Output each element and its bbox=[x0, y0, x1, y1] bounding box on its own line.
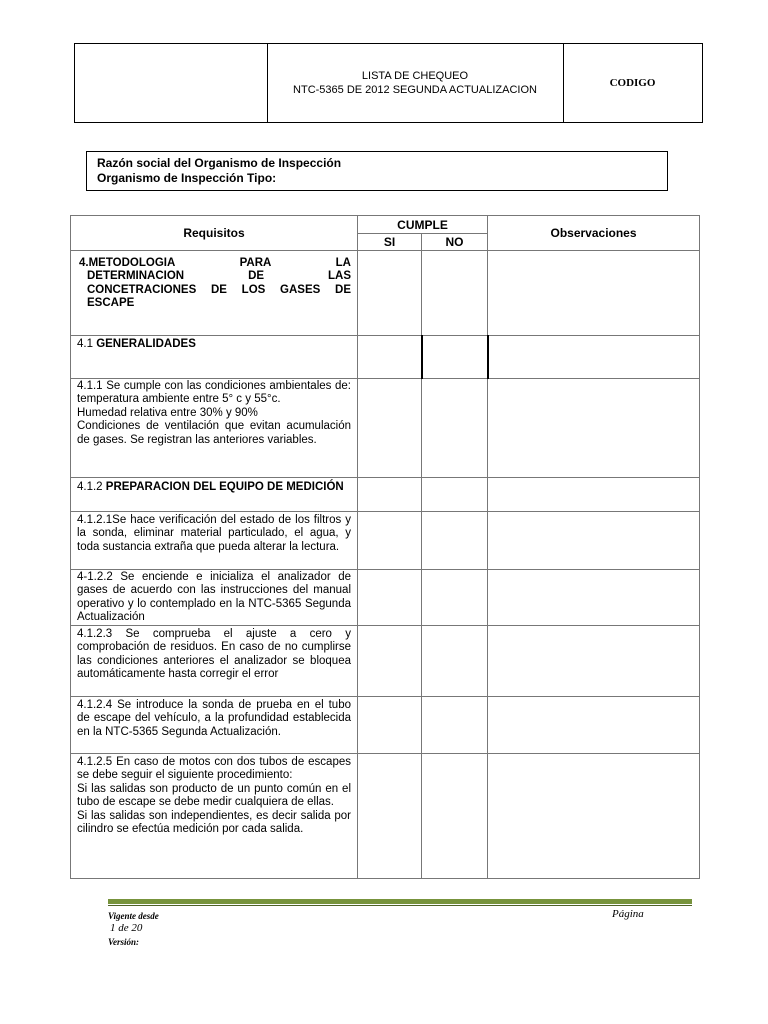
title-line-2: NTC-5365 DE 2012 SEGUNDA ACTUALIZACION bbox=[293, 84, 537, 96]
requirement-cell: 4.1 GENERALIDADES bbox=[71, 336, 358, 379]
title-line-1: LISTA DE CHEQUEO bbox=[361, 70, 469, 82]
table-row bbox=[71, 570, 700, 626]
no-checkbox-cell[interactable] bbox=[422, 251, 488, 336]
si-checkbox-cell[interactable] bbox=[358, 478, 422, 512]
requirement-cell: 4.1.2.5 En caso de motos con dos tubos de escapes se debe seguir el siguiente procedimiento: Si las salidas son producto de un punto común en el tubo de escape se debe medir cualquiera de ellas. Si las salidas son independientes, es decir salida por cilindro se efectúa medición por cada salida. bbox=[71, 754, 358, 879]
header-requisitos: Requisitos bbox=[71, 216, 358, 251]
no-checkbox-cell[interactable] bbox=[422, 697, 488, 754]
table-row bbox=[71, 512, 700, 570]
organization-box bbox=[86, 151, 668, 191]
si-checkbox-cell[interactable] bbox=[358, 626, 422, 697]
table-row bbox=[71, 697, 700, 754]
si-checkbox-cell[interactable] bbox=[358, 570, 422, 626]
no-checkbox-cell[interactable] bbox=[422, 379, 488, 478]
si-checkbox-cell[interactable] bbox=[358, 697, 422, 754]
footer-bar bbox=[108, 899, 692, 904]
version-label: Versión: bbox=[108, 937, 140, 947]
requirement-cell: 4.1.1 Se cumple con las condiciones ambientales de: temperatura ambiente entre 5° c y 55°c. Humedad relativa entre 30% y 90% Condiciones de ventilación que evitan acumulación de gases. Se registran las anteriores variables. bbox=[71, 379, 358, 478]
table-row bbox=[71, 336, 700, 379]
vigente-label: Vigente desde bbox=[108, 911, 159, 921]
page-label: Página bbox=[612, 908, 644, 920]
requirement-cell: 4.1.2.1Se hace verificación del estado de los filtros y la sonda, eliminar material particulado, el agua, y toda sustancia extraña que pueda alterar la lectura. bbox=[71, 512, 358, 570]
observations-cell[interactable] bbox=[488, 336, 700, 379]
observations-cell[interactable] bbox=[488, 379, 700, 478]
logo-cell bbox=[75, 44, 268, 122]
no-checkbox-cell[interactable] bbox=[422, 478, 488, 512]
si-checkbox-cell[interactable] bbox=[358, 379, 422, 478]
observations-cell[interactable] bbox=[488, 697, 700, 754]
no-checkbox-cell[interactable] bbox=[422, 512, 488, 570]
no-checkbox-cell[interactable] bbox=[422, 570, 488, 626]
org-name-label: Razón social del Organismo de Inspección bbox=[97, 156, 342, 170]
document-header bbox=[74, 43, 703, 123]
no-checkbox-cell[interactable] bbox=[422, 754, 488, 879]
si-checkbox-cell[interactable] bbox=[358, 512, 422, 570]
title-cell bbox=[267, 44, 564, 122]
footer-rule bbox=[108, 905, 692, 906]
observations-cell[interactable] bbox=[488, 626, 700, 697]
checklist-table bbox=[70, 215, 700, 879]
observations-cell[interactable] bbox=[488, 251, 700, 336]
observations-cell[interactable] bbox=[488, 512, 700, 570]
requirement-cell: 4.1.2.3 Se comprueba el ajuste a cero y comprobación de residuos. En caso de no cumplirse las condiciones anteriores el analizador se bloquea automáticamente hasta corregir el error bbox=[71, 626, 358, 697]
code-cell bbox=[563, 44, 702, 122]
no-checkbox-cell[interactable] bbox=[422, 626, 488, 697]
table-row bbox=[71, 478, 700, 512]
header-si: SI bbox=[358, 234, 422, 251]
si-checkbox-cell[interactable] bbox=[358, 251, 422, 336]
si-checkbox-cell[interactable] bbox=[358, 336, 422, 379]
observations-cell[interactable] bbox=[488, 478, 700, 512]
table-row bbox=[71, 379, 700, 478]
page-count: 1 de 20 bbox=[110, 922, 143, 934]
header-cumple: CUMPLE bbox=[358, 216, 488, 234]
requirement-cell: 4.METODOLOGIA PARA LA DETERMINACION DE LAS CONCETRACIONES DE LOS GASES DE ESCAPE bbox=[71, 251, 358, 336]
observations-cell[interactable] bbox=[488, 754, 700, 879]
observations-cell[interactable] bbox=[488, 570, 700, 626]
requirement-cell: 4.1.2 PREPARACION DEL EQUIPO DE MEDICIÓN bbox=[71, 478, 358, 512]
table-row bbox=[71, 251, 700, 336]
table-row bbox=[71, 754, 700, 879]
code-label: CODIGO bbox=[609, 77, 656, 89]
requirement-cell: 4.1.2.4 Se introduce la sonda de prueba en el tubo de escape del vehículo, a la profundidad establecida en la NTC-5365 Segunda Actualización. bbox=[71, 697, 358, 754]
header-no: NO bbox=[422, 234, 488, 251]
header-observaciones: Observaciones bbox=[488, 216, 700, 251]
table-row bbox=[71, 626, 700, 697]
no-checkbox-cell[interactable] bbox=[422, 336, 488, 379]
org-type-label: Organismo de Inspección Tipo: bbox=[97, 171, 277, 185]
si-checkbox-cell[interactable] bbox=[358, 754, 422, 879]
requirement-cell: 4-1.2.2 Se enciende e inicializa el analizador de gases de acuerdo con las instrucciones del manual operativo y lo contemplado en la NTC-5365 Segunda Actualización bbox=[71, 570, 358, 626]
